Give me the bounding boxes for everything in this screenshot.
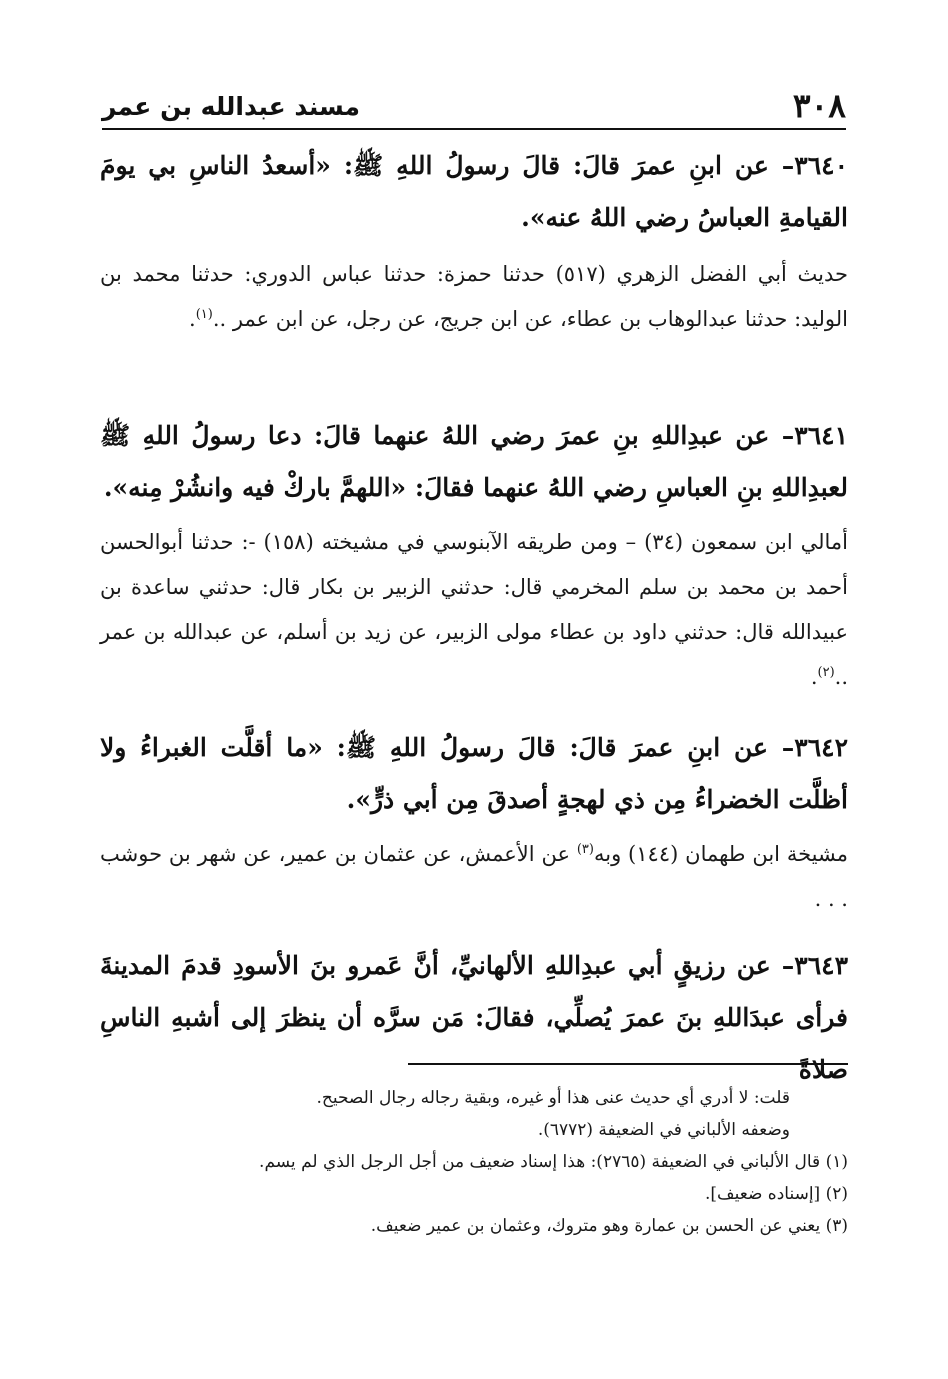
footnote-2: (٢) [إسناده ضعيف]. [704, 1184, 848, 1204]
footnote-3: (٣) يعني عن الحسن بن عمارة وهو متروك، وعثمان بن عمير ضعيف. [370, 1216, 848, 1236]
footnote-divider [408, 1063, 848, 1065]
footnotes [100, 1082, 848, 1242]
source-text: حديث أبي الفضل الزهري (٥١٧) حدثنا حمزة: حدثنا عباس الدوري: حدثنا محمد بن الوليد: حدثنا عبدالوهاب بن عطاء، عن ابن جريج، عن رجل، عن ابن عمر .. [100, 262, 849, 331]
footnote-ref-2[interactable]: (٢) [817, 665, 835, 680]
footnote-1: (١) قال الألباني في الضعيفة (٢٧٦٥): هذا إسناد ضعيف من أجل الرجل الذي لم يسم. [259, 1152, 848, 1172]
running-title: مسند عبدالله بن عمر [102, 92, 360, 121]
hadith-3642-source [100, 832, 848, 922]
footnote-line: قلت: لا أدري أي حديث عنى هذا أو غيره، وبقية رجاله رجال الصحيح. [316, 1088, 790, 1108]
hadith-3643-text: ٣٦٤٣– عن رزيقٍ أبي عبدِاللهِ الألهانيِّ، أنَّ عَمرو بنَ الأسودِ قدمَ المدينةَ فرأى عبدَاللهِ بنَ عمرَ يُصلِّي، فقالَ: مَن سرَّه أن ينظرَ إلى أشبهِ الناسِ صلاةً [100, 951, 848, 1084]
source-text: أمالي ابن سمعون (٣٤) – ومن طريقه الآبنوسي في مشيخته (١٥٨) -: حدثنا أبوالحسن أحمد بن محمد بن سلم المخرمي قال: حدثني الزبير بن بكار قال: حدثني ساعدة بن عبيدالله قال: حدثني داود بن عطاء مولى الزبير، عن زيد بن أسلم، عن عبدالله بن عمر .. [100, 530, 849, 689]
hadith-3640-text: ٣٦٤٠– عن ابنِ عمرَ قالَ: قالَ رسولُ اللهِ ﷺ: «أسعدُ الناسِ بي يومَ القيامةِ العباسُ رضي اللهُ عنه». [100, 151, 848, 232]
hadith-3642-text: ٣٦٤٢– عن ابنِ عمرَ قالَ: قالَ رسولُ اللهِ ﷺ: «ما أقلَّت الغبراءُ ولا أظلَّت الخضراءُ مِن ذي لهجةٍ أصدقَ مِن أبي ذرٍّ». [100, 733, 848, 814]
footnote-ref-1[interactable]: (١) [195, 307, 213, 322]
source-text: مشيخة ابن طهمان (١٤٤) وبه [593, 842, 848, 866]
source-text: عن الأعمش، عن عثمان بن عمير، عن شهر بن حوشب . . . [100, 842, 848, 911]
footnote-line: وضعفه الألباني في الضعيفة (٦٧٧٢). [537, 1120, 790, 1140]
hadith-3641-source: أمالي ابن سمعون (٣٤) – ومن طريقه الآبنوسي في مشيخته (١٥٨) -: حدثنا أبوالحسن أحمد بن محمد بن سلم المخرمي قال: حدثني الزبير بن بكار قال: حدثني ساعدة بن عبيدالله قال: حدثني داود بن عطاء مولى الزبير، عن زيد بن أسلم، عن عبدالله بن عمر ..$^{(٢)}$. [100, 530, 849, 689]
hadith-3641-text: ٣٦٤١– عن عبدِاللهِ بنِ عمرَ رضي اللهُ عنهما قالَ: دعا رسولُ اللهِ ﷺ لعبدِاللهِ بنِ العباسِ رضي اللهُ عنهما فقالَ: «اللهمَّ باركْ فيه وانشُرْ مِنه». [100, 421, 848, 502]
hadith-3640-source: حديث أبي الفضل الزهري (٥١٧) حدثنا حمزة: حدثنا عباس الدوري: حدثنا محمد بن الوليد: حدثنا عبدالوهاب بن عطاء، عن ابن جريج، عن رجل، عن ابن عمر ..$^{(١)}$. [100, 262, 849, 331]
page-number: ٣٠٨ [792, 86, 846, 125]
footnote-ref-3[interactable]: (٣) [576, 842, 594, 857]
header-divider [102, 128, 846, 130]
page-header [102, 84, 846, 124]
